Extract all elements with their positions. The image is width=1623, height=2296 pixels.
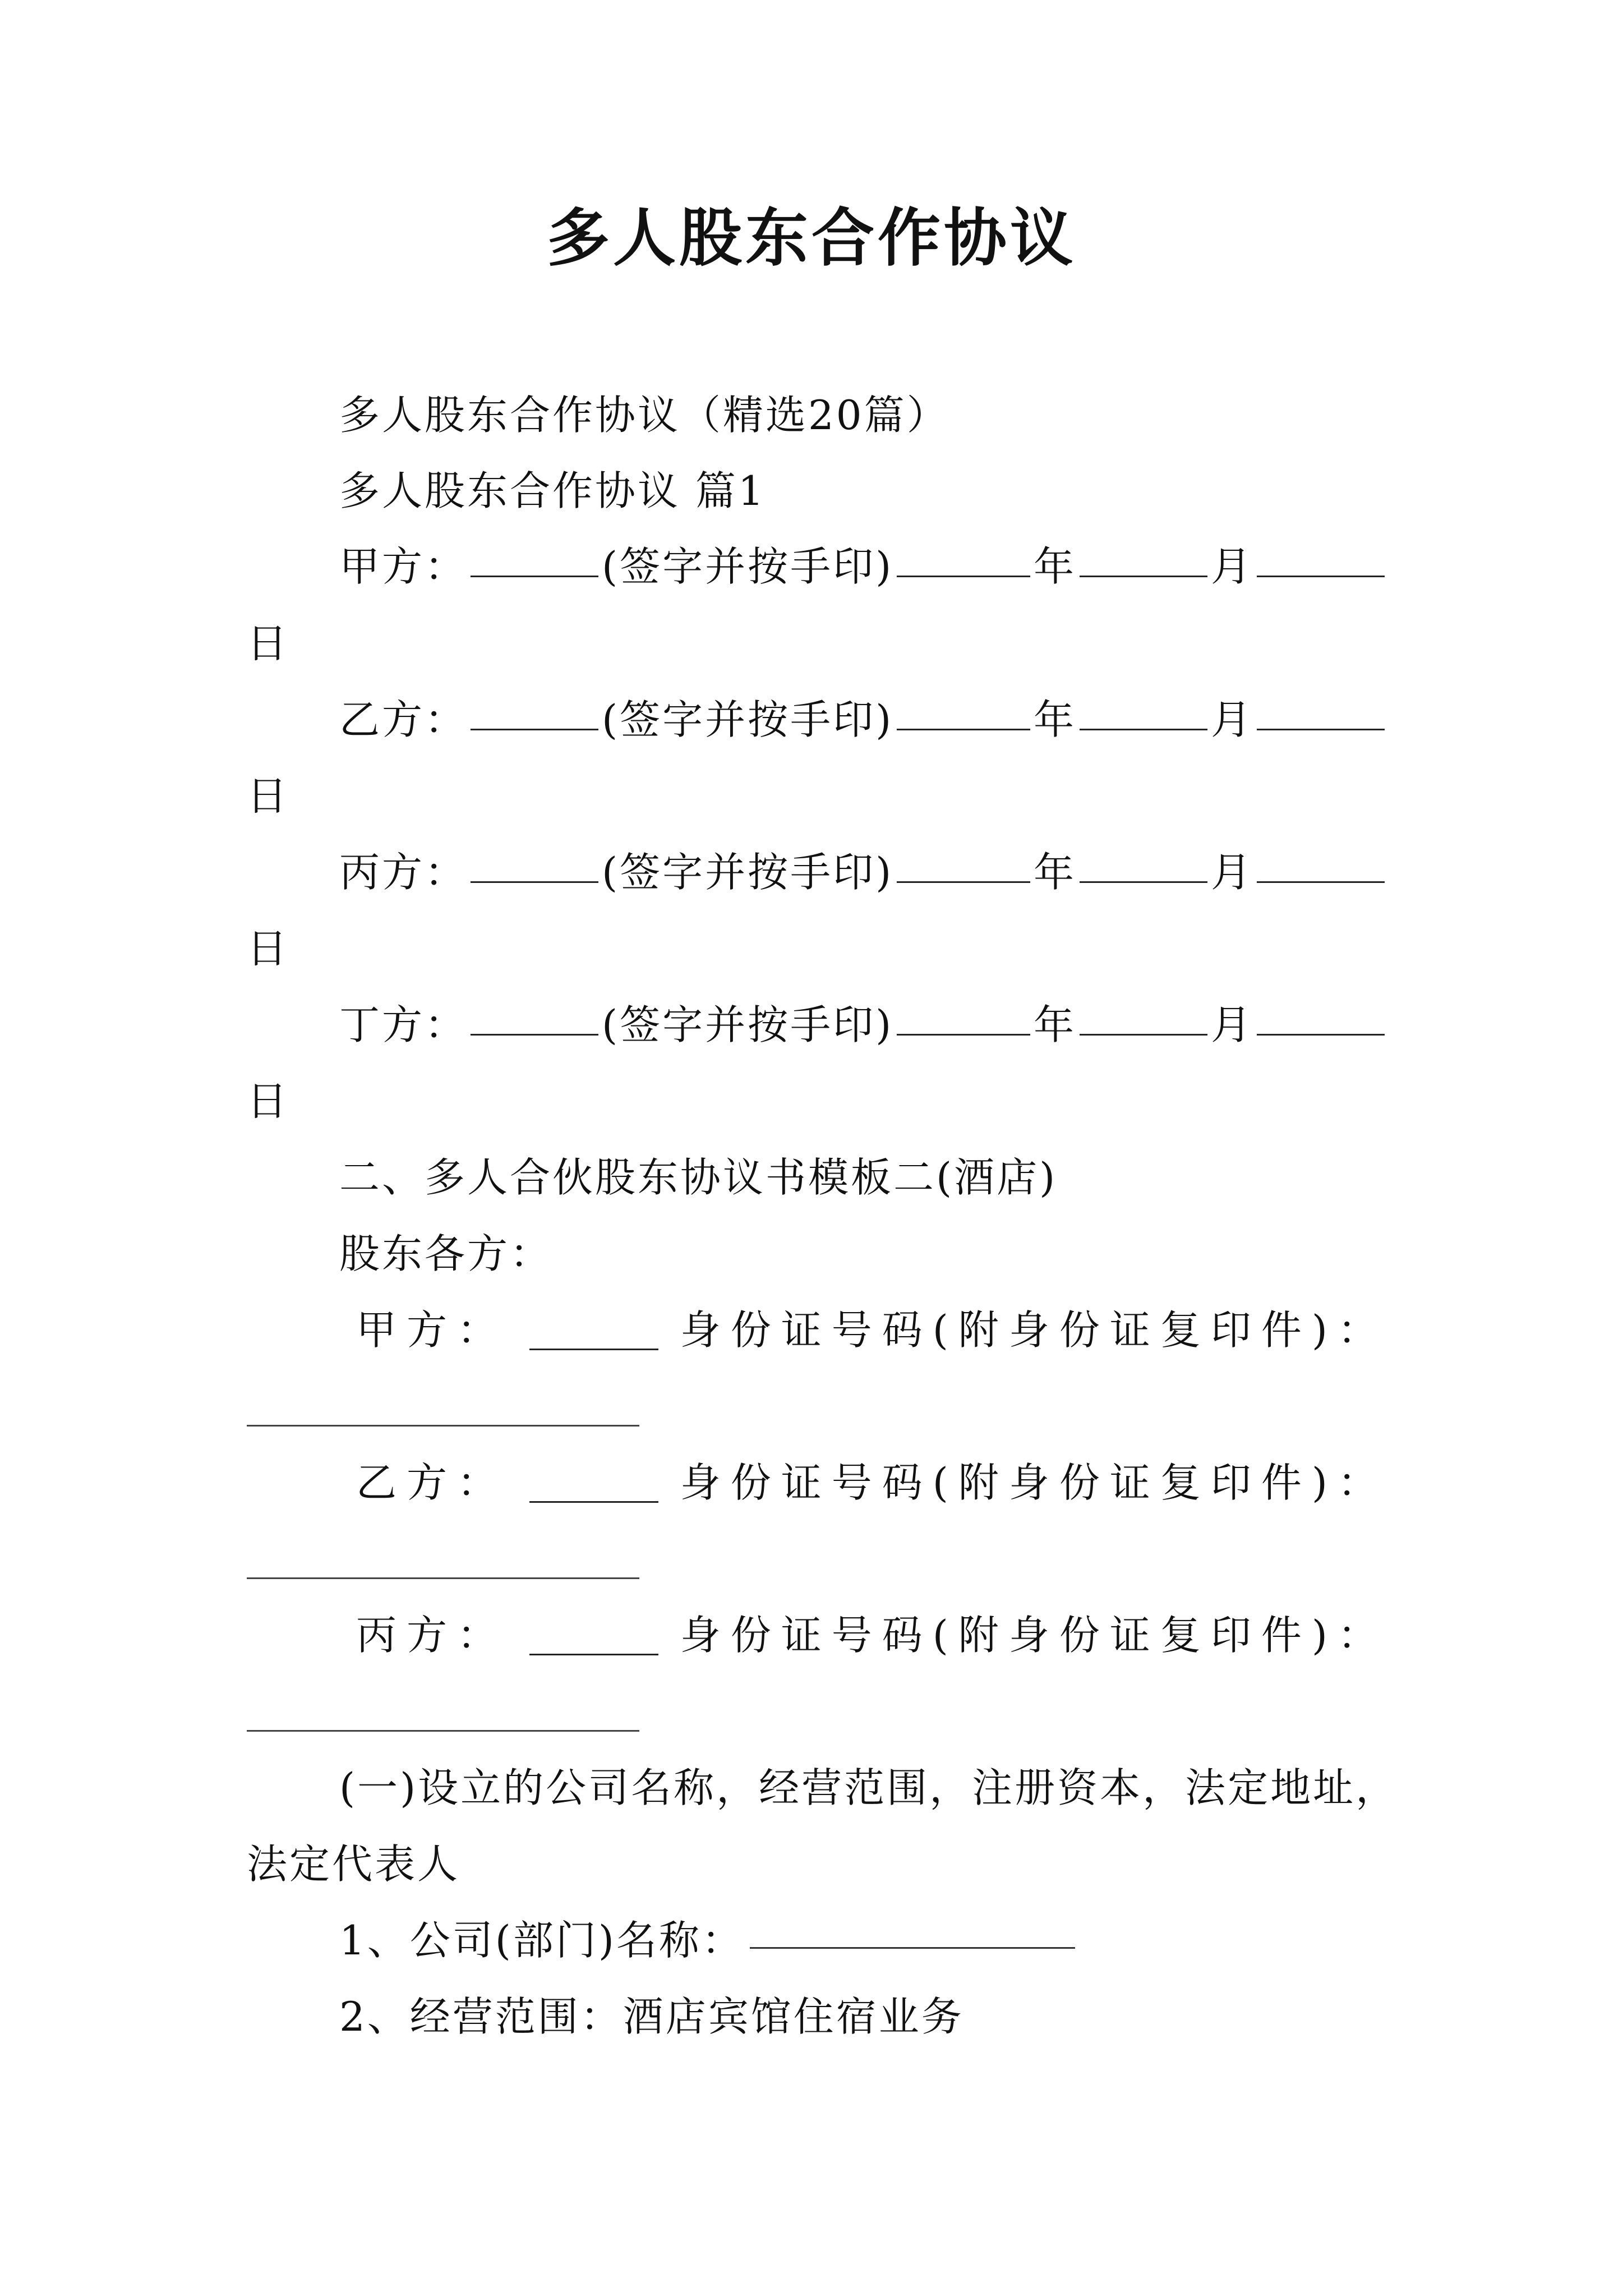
year-blank bbox=[897, 1032, 1030, 1036]
signature-line-yi bbox=[339, 692, 1388, 748]
name-blank bbox=[471, 879, 598, 883]
year-label: 年 bbox=[1034, 849, 1077, 896]
month-label: 月 bbox=[1211, 696, 1254, 743]
day-blank bbox=[1257, 573, 1385, 577]
year-blank bbox=[897, 573, 1030, 577]
year-label: 年 bbox=[1034, 543, 1077, 590]
id-line-jia bbox=[356, 1302, 1388, 1358]
sign-instruction: (签字并按手印) bbox=[601, 1001, 894, 1048]
chapter-heading: 多人股东合作协议 篇1 bbox=[339, 467, 766, 514]
day-label: 日 bbox=[247, 925, 290, 972]
party-label: 丙方： bbox=[356, 1612, 508, 1659]
party-label: 甲方： bbox=[356, 1306, 508, 1354]
month-blank bbox=[1080, 573, 1207, 577]
year-label: 年 bbox=[1034, 696, 1077, 743]
name-blank bbox=[471, 1032, 598, 1036]
sign-instruction: (签字并按手印) bbox=[601, 696, 894, 743]
name-blank bbox=[471, 726, 598, 730]
sign-instruction: (签字并按手印) bbox=[601, 849, 894, 896]
party-label: 丙方： bbox=[339, 849, 468, 896]
document-title: 多人股东合作协议 bbox=[547, 201, 1076, 275]
document-subtitle: 多人股东合作协议（精选20篇） bbox=[339, 392, 949, 439]
item-2: 2、经营范围：酒店宾馆住宿业务 bbox=[339, 1993, 964, 2040]
company-name-blank bbox=[750, 1947, 1075, 1949]
month-label: 月 bbox=[1211, 849, 1254, 896]
year-label: 年 bbox=[1034, 1001, 1077, 1048]
party-label: 甲方： bbox=[339, 543, 468, 590]
month-label: 月 bbox=[1211, 543, 1254, 590]
signature-line-ding bbox=[339, 997, 1388, 1053]
clause-one-line2: 法定代表人 bbox=[247, 1841, 460, 1888]
clause-one-line1: (一)设立的公司名称，经营范围，注册资本，法定地址， bbox=[339, 1764, 1399, 1811]
name-blank bbox=[529, 1447, 658, 1503]
item-1-label: 1、公司(部门)名称： bbox=[339, 1917, 744, 1964]
id-line-bing bbox=[356, 1607, 1388, 1663]
month-label: 月 bbox=[1211, 1001, 1254, 1048]
day-label: 日 bbox=[247, 1078, 290, 1125]
id-text: 身份证号码(附身份证复印件)： bbox=[680, 1612, 1388, 1659]
sign-instruction: (签字并按手印) bbox=[601, 543, 894, 590]
day-blank bbox=[1257, 1032, 1385, 1036]
item-1 bbox=[339, 1912, 1075, 1968]
signature-line-jia bbox=[339, 539, 1388, 595]
party-label: 乙方： bbox=[356, 1459, 508, 1506]
signature-line-bing bbox=[339, 844, 1388, 900]
id-text: 身份证号码(附身份证复印件)： bbox=[680, 1306, 1388, 1354]
name-blank bbox=[529, 1599, 658, 1655]
id-line-yi bbox=[356, 1455, 1388, 1511]
name-blank bbox=[529, 1294, 658, 1350]
year-blank bbox=[897, 879, 1030, 883]
id-number-blank bbox=[247, 1577, 639, 1579]
day-label: 日 bbox=[247, 772, 290, 820]
year-blank bbox=[897, 726, 1030, 730]
id-text: 身份证号码(附身份证复印件)： bbox=[680, 1459, 1388, 1506]
day-label: 日 bbox=[247, 620, 290, 667]
shareholders-label: 股东各方： bbox=[339, 1230, 553, 1277]
month-blank bbox=[1080, 726, 1207, 730]
month-blank bbox=[1080, 1032, 1207, 1036]
party-label: 乙方： bbox=[339, 696, 468, 743]
id-number-blank bbox=[247, 1730, 639, 1732]
name-blank bbox=[471, 573, 598, 577]
day-blank bbox=[1257, 726, 1385, 730]
id-number-blank bbox=[247, 1425, 639, 1427]
section-heading: 二、多人合伙股东协议书模板二(酒店) bbox=[339, 1154, 1058, 1201]
party-label: 丁方： bbox=[339, 1001, 468, 1048]
day-blank bbox=[1257, 879, 1385, 883]
month-blank bbox=[1080, 879, 1207, 883]
